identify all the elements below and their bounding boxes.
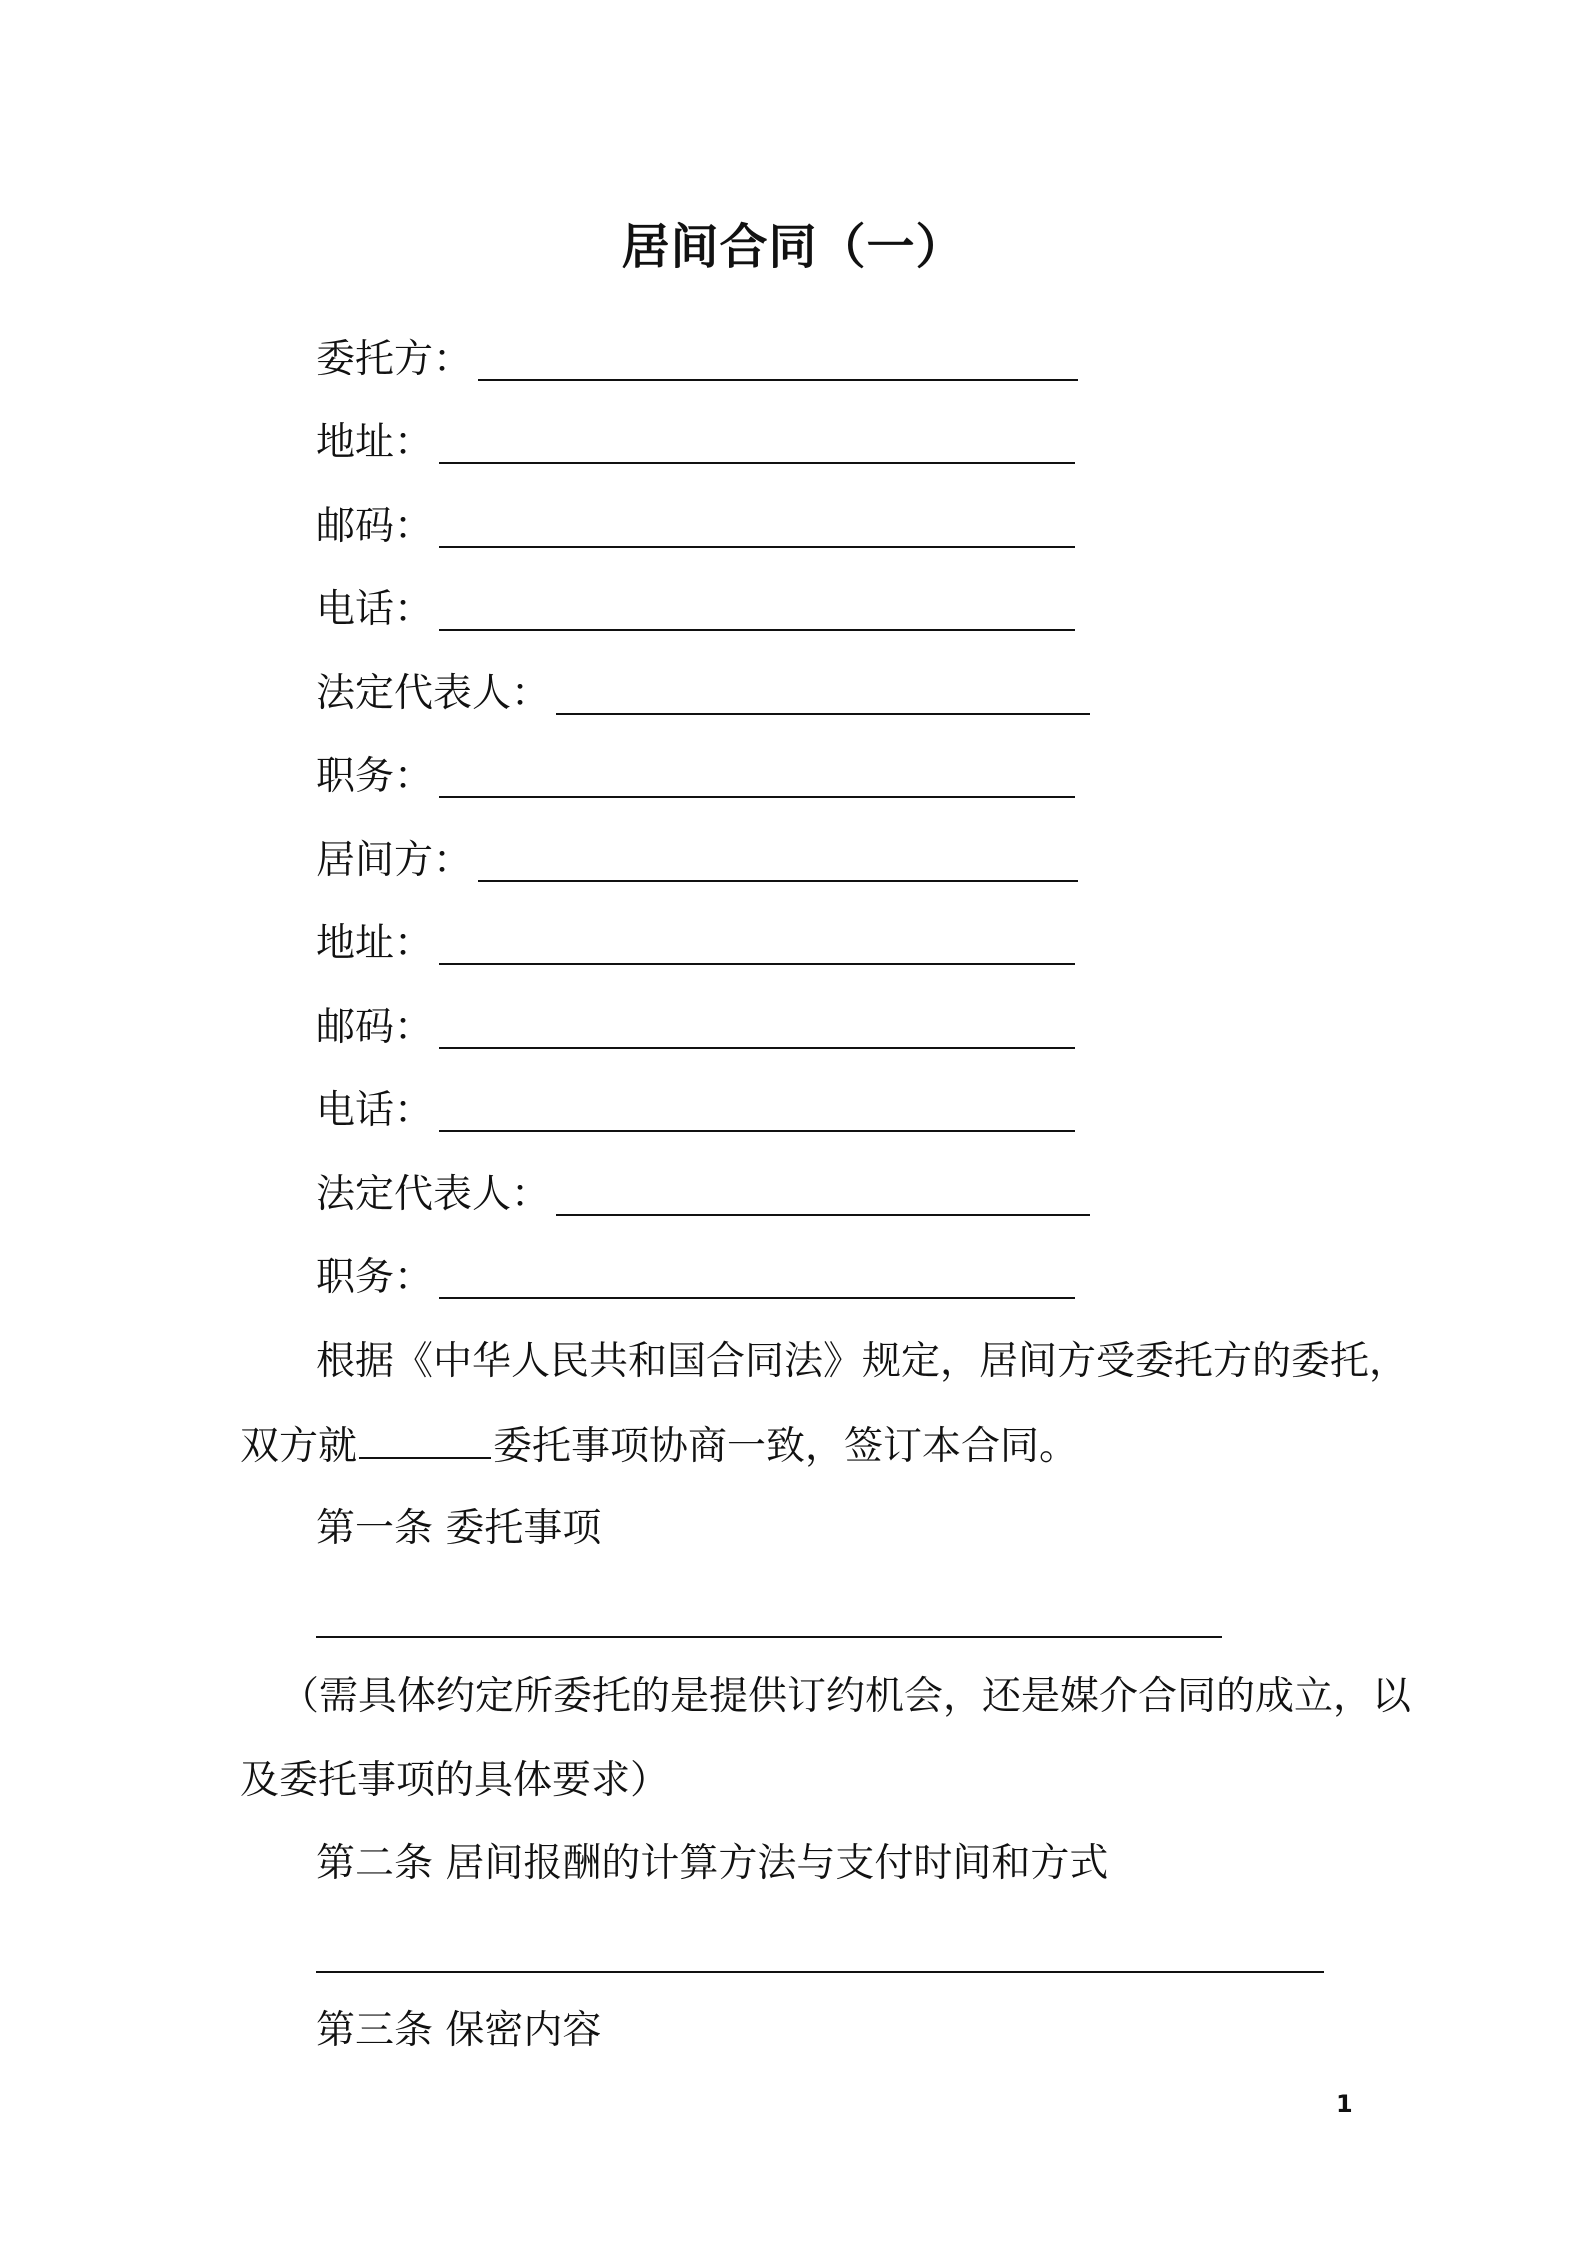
broker-position-field (316, 1253, 1075, 1303)
article-1-note-line-2: 及委托事项的具体要求） (240, 1758, 670, 1803)
client-position-blank[interactable] (439, 758, 1075, 798)
preamble-line-2-end: 委托事项协商一致，签订本合同。 (493, 1424, 1079, 1469)
client-name-label: 委托方： (316, 337, 473, 382)
broker-postcode-blank[interactable] (439, 1009, 1075, 1049)
broker-phone-field (316, 1086, 1075, 1136)
client-legal-rep-field (316, 669, 1090, 719)
client-address-label: 地址： (316, 420, 434, 465)
broker-postcode-field (316, 1003, 1075, 1053)
broker-address-label: 地址： (316, 921, 434, 966)
client-phone-label: 电话： (316, 587, 434, 632)
preamble-line-1: 根据《中华人民共和国合同法》规定，居间方受委托方的委托， (316, 1339, 1409, 1384)
broker-address-field (316, 919, 1075, 969)
article-1-blank-line[interactable] (316, 1636, 1222, 1638)
broker-postcode-label: 邮码： (316, 1005, 434, 1050)
client-phone-blank[interactable] (439, 591, 1075, 631)
broker-name-field (316, 836, 1078, 886)
broker-name-label: 居间方： (316, 838, 473, 883)
client-name-field (316, 335, 1078, 385)
article-1-note-line-1: （需具体约定所委托的是提供订约机会，还是媒介合同的成立，以 (280, 1674, 1412, 1719)
broker-phone-blank[interactable] (439, 1092, 1075, 1132)
client-position-label: 职务： (316, 754, 434, 799)
page-number: 1 (1336, 2090, 1353, 2118)
client-postcode-label: 邮码： (316, 504, 434, 549)
broker-legal-rep-blank[interactable] (556, 1176, 1090, 1216)
preamble-line-2 (240, 1421, 1078, 1472)
client-postcode-field (316, 502, 1075, 552)
article-3-heading: 第三条 保密内容 (316, 2008, 602, 2053)
client-address-blank[interactable] (439, 424, 1075, 464)
client-position-field (316, 752, 1075, 802)
article-1-heading: 第一条 委托事项 (316, 1506, 602, 1551)
broker-phone-label: 电话： (316, 1088, 434, 1133)
client-legal-rep-label: 法定代表人： (316, 671, 551, 716)
client-name-blank[interactable] (478, 341, 1078, 381)
article-2-blank-line[interactable] (316, 1971, 1324, 1973)
client-phone-field (316, 585, 1075, 635)
broker-position-blank[interactable] (439, 1259, 1075, 1299)
broker-name-blank[interactable] (478, 842, 1078, 882)
preamble-line-2-start: 双方就 (240, 1424, 358, 1469)
broker-legal-rep-field (316, 1170, 1090, 1220)
client-postcode-blank[interactable] (439, 508, 1075, 548)
client-legal-rep-blank[interactable] (556, 675, 1090, 715)
document-title: 居间合同（一） (621, 219, 965, 275)
broker-position-label: 职务： (316, 1255, 434, 1300)
matter-blank[interactable] (359, 1421, 491, 1459)
article-2-heading: 第二条 居间报酬的计算方法与支付时间和方式 (316, 1841, 1109, 1886)
client-address-field (316, 418, 1075, 468)
broker-address-blank[interactable] (439, 925, 1075, 965)
broker-legal-rep-label: 法定代表人： (316, 1172, 551, 1217)
